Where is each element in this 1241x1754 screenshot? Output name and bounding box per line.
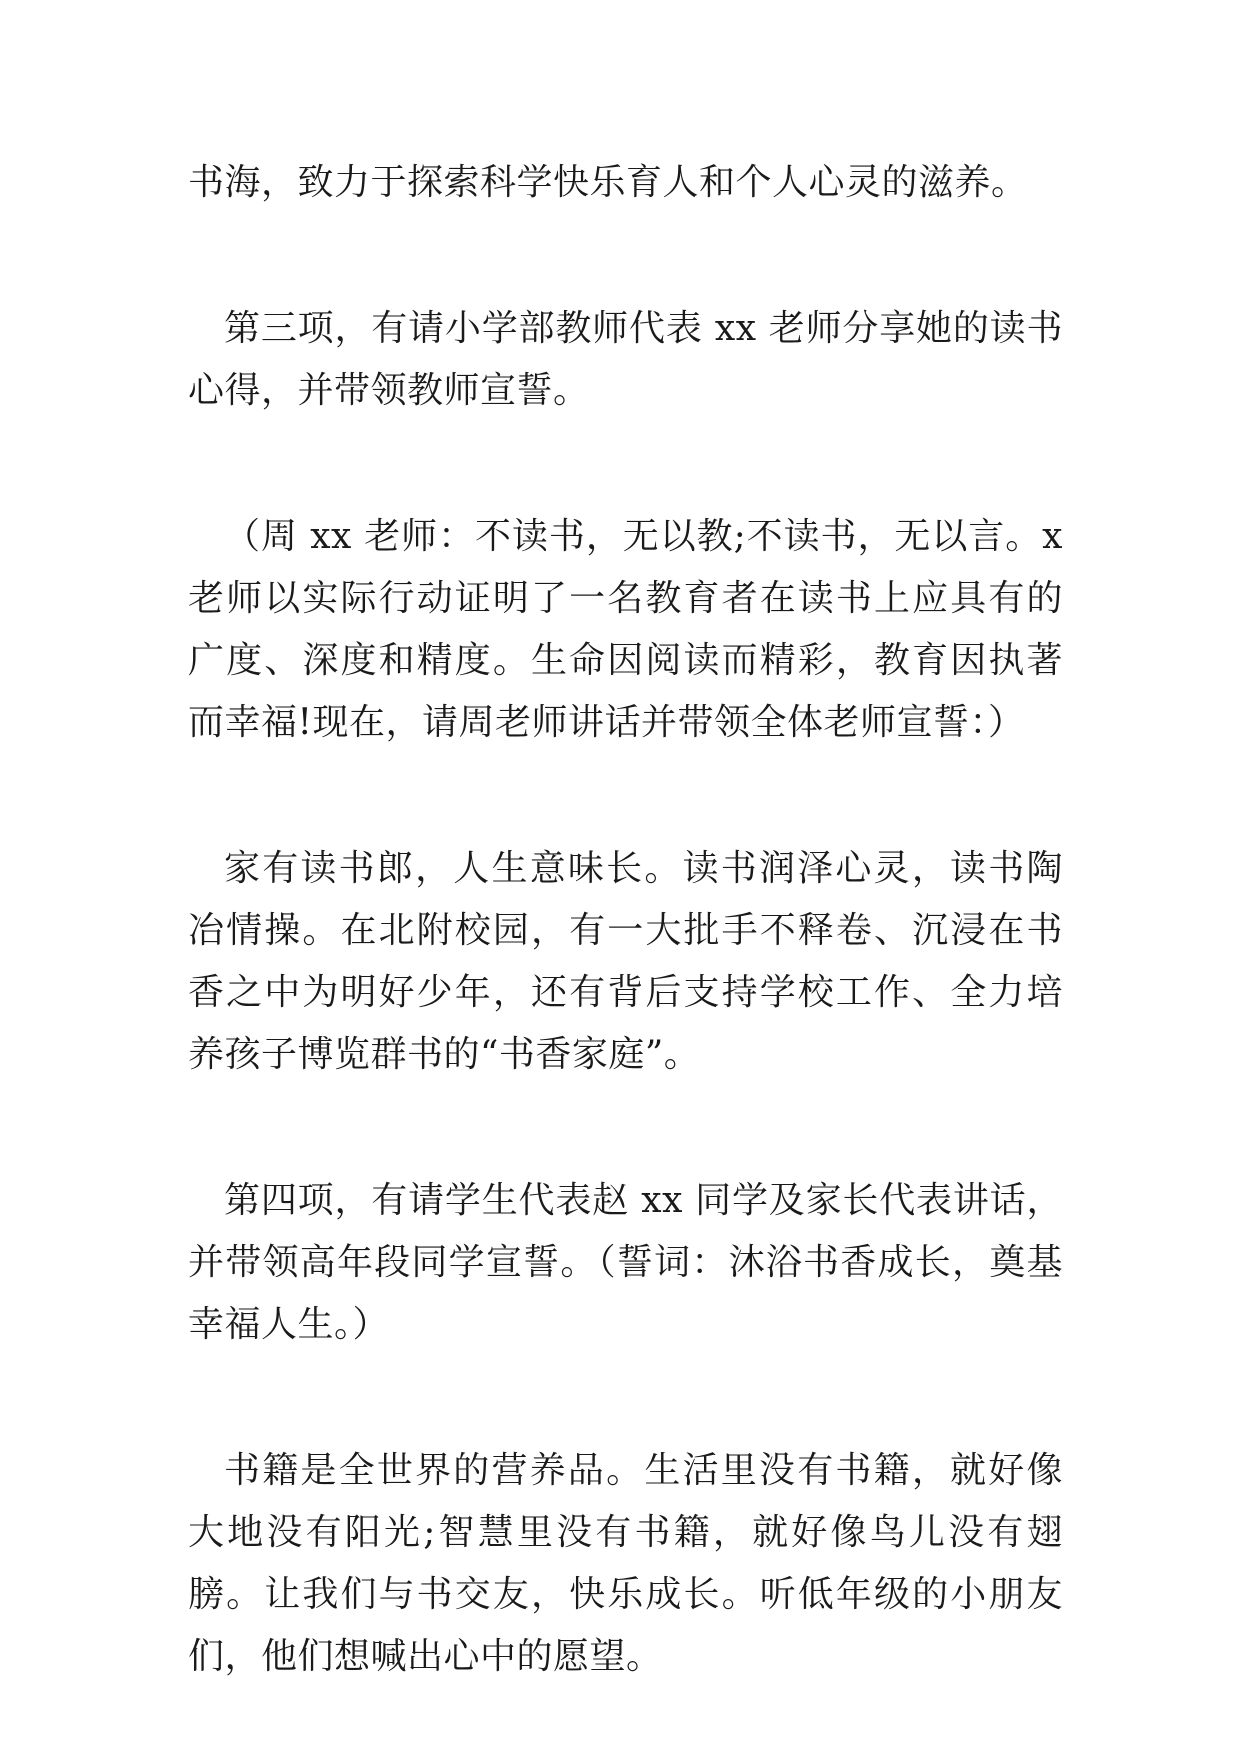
paragraph-gap (188, 422, 1063, 506)
paragraph-family-reading: 家有读书郎，人生意味长。读书润泽心灵，读书陶冶情操。在北附校园，有一大批手不释卷、沉浸在书香之中为明好少年，还有背后支持学校工作、全力培养孩子博览群书的“书香家庭”。 (188, 848, 1063, 1075)
paragraph-gap (188, 1356, 1063, 1440)
paragraph-books-nutrition: 书籍是全世界的营养品。生活里没有书籍，就好像大地没有阳光;智慧里没有书籍，就好像鸟儿没有翅膀。让我们与书交友，快乐成长。听低年级的小朋友们，他们想喊出心中的愿望。 (188, 1450, 1063, 1677)
paragraph-gap (188, 754, 1063, 838)
paragraph-item-four: 第四项，有请学生代表赵 xx 同学及家长代表讲话，并带领高年段同学宣誓。（誓词：沐浴书香成长，奠基幸福人生。） (188, 1180, 1063, 1345)
paragraph-gap (188, 214, 1063, 298)
paragraph-teacher-intro: （周 xx 老师：不读书，无以教;不读书，无以言。x 老师以实际行动证明了一名教育者在读书上应具有的广度、深度和精度。生命因阅读而精彩，教育因执著而幸福!现在，请周老师讲话并带领全体老师宣誓：） (188, 516, 1063, 743)
paragraph-gap (188, 1086, 1063, 1170)
document-body (188, 152, 1063, 1688)
paragraph-item-three: 第三项，有请小学部教师代表 xx 老师分享她的读书心得，并带领教师宣誓。 (188, 308, 1063, 411)
paragraph-continuation: 书海，致力于探索科学快乐育人和个人心灵的滋养。 (188, 162, 1028, 203)
